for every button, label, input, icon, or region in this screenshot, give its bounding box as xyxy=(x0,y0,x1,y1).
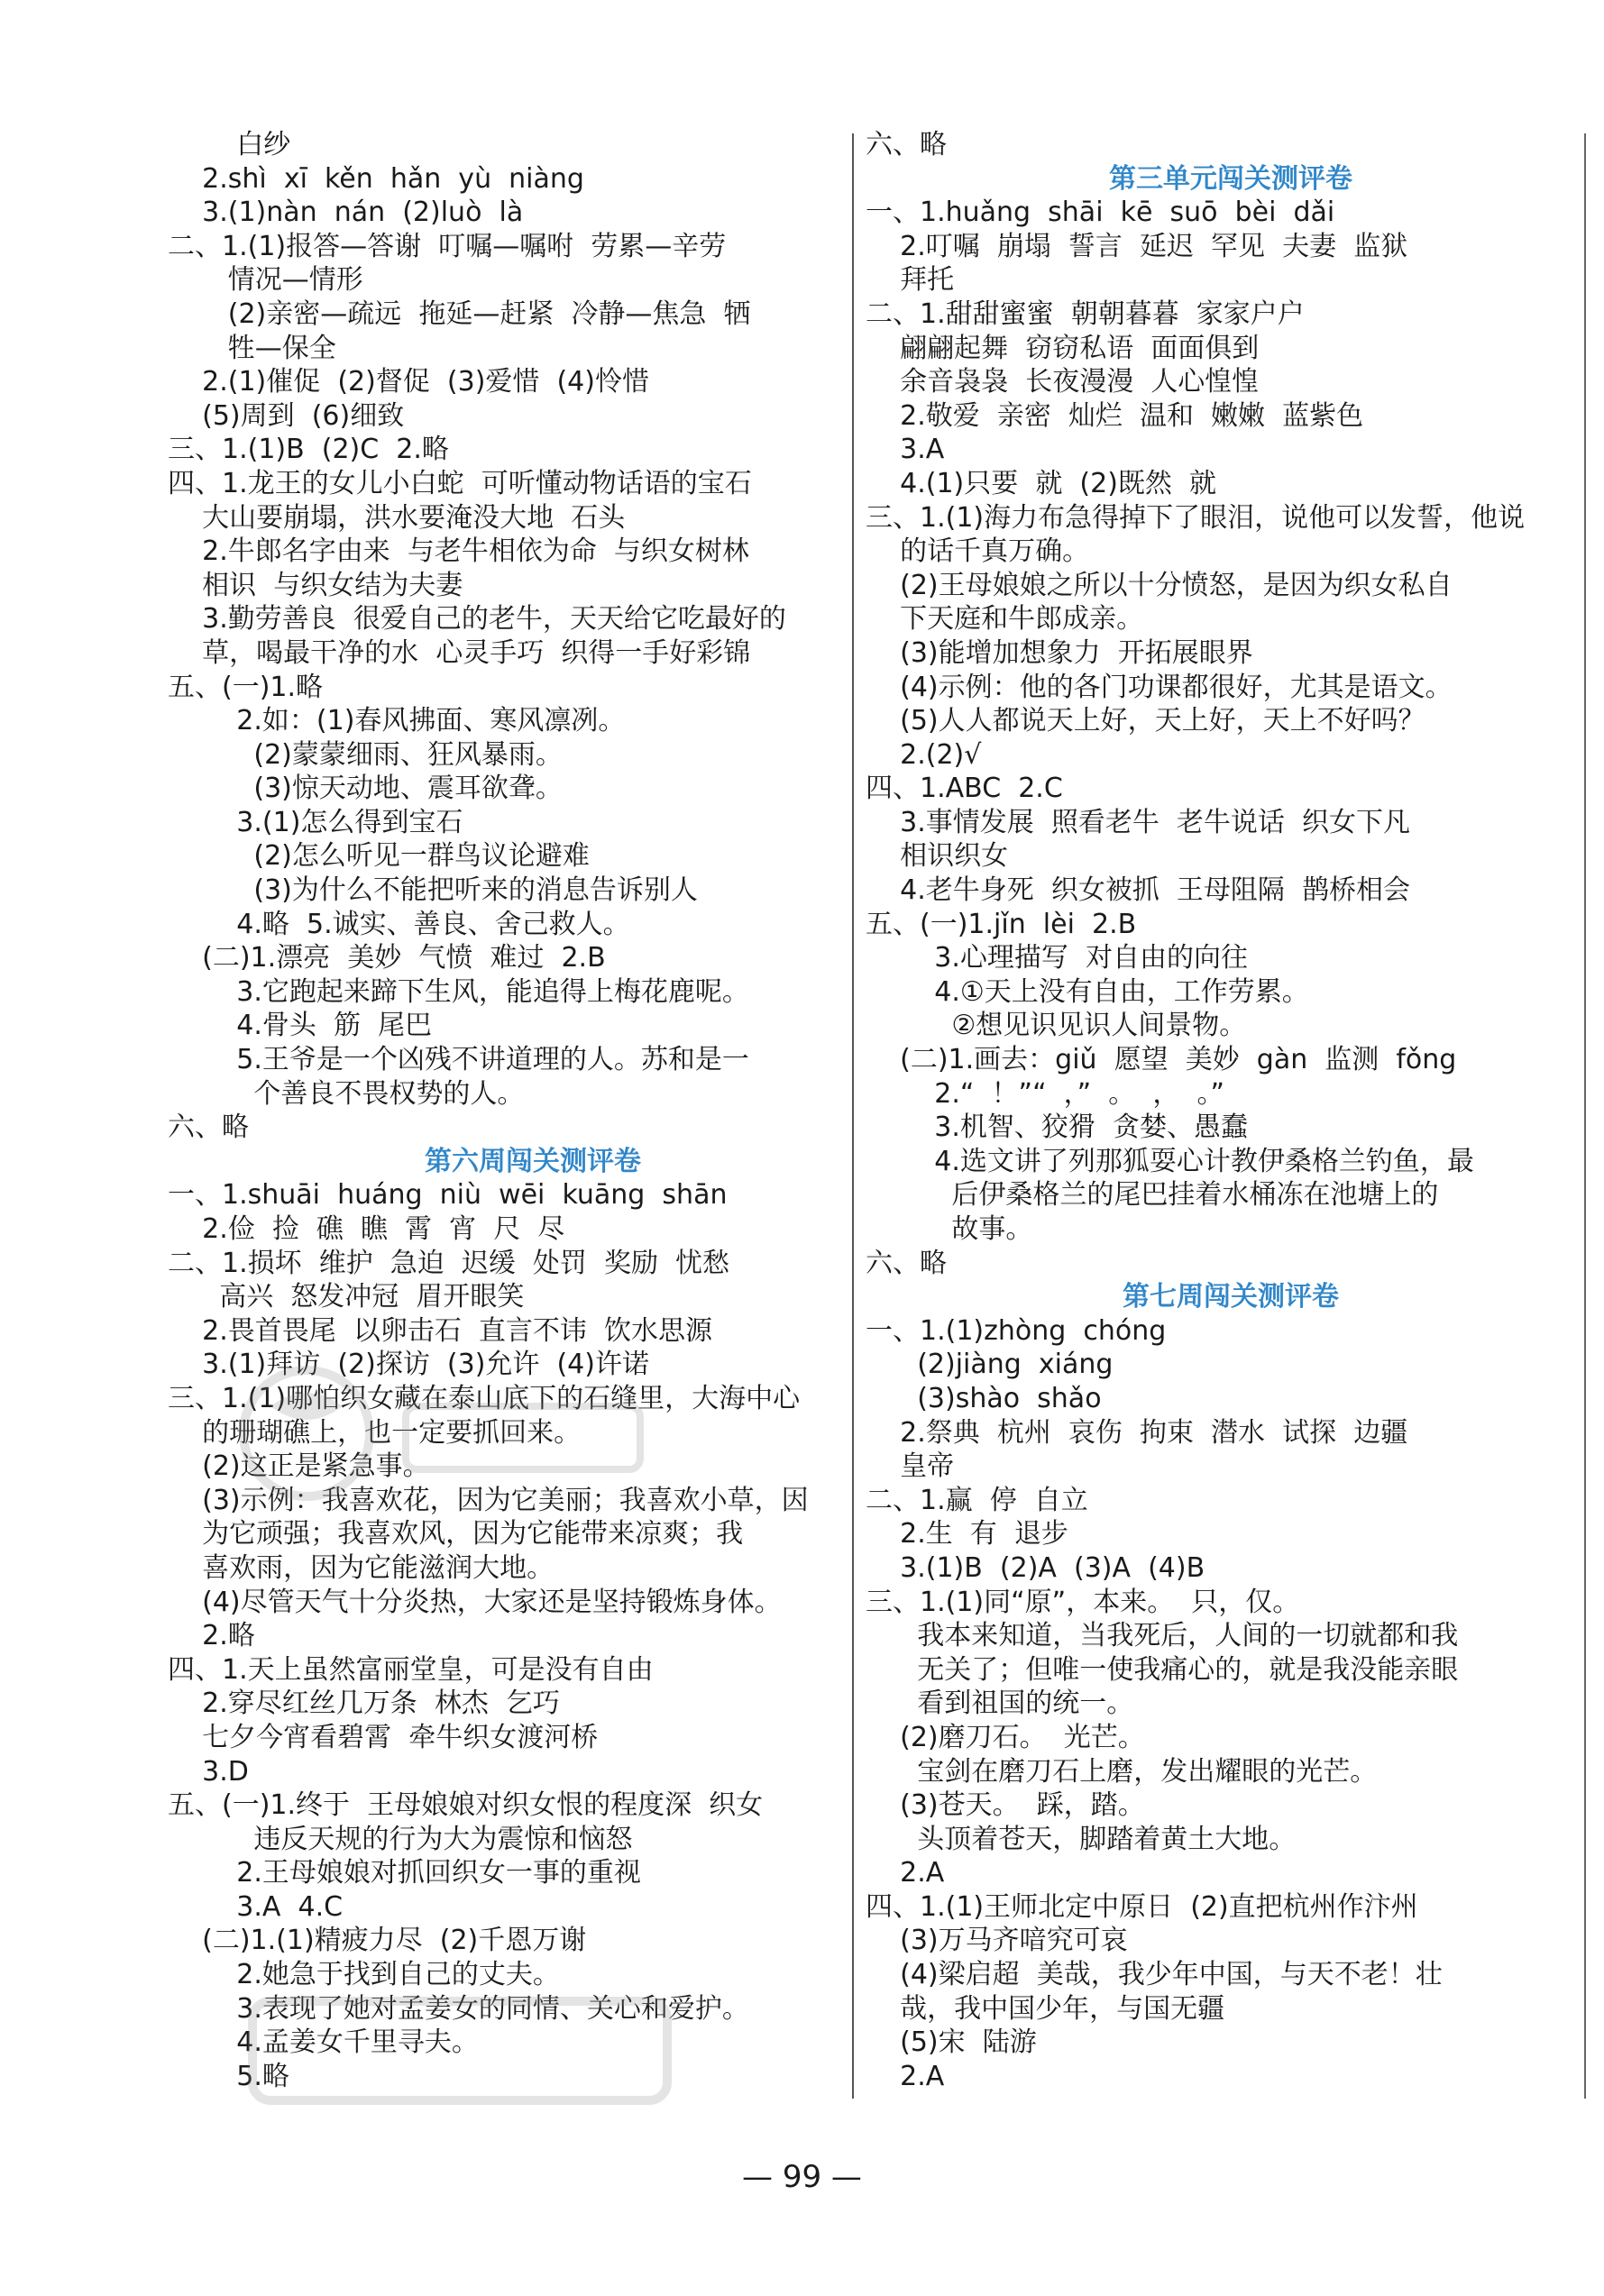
answer-line: 一、1.(1)zhòng chóng xyxy=(866,1314,1167,1347)
answer-line: 六、略 xyxy=(866,1247,947,1279)
answer-line: 三、1.(1)同“原”，本来。 只，仅。 xyxy=(866,1586,1300,1618)
answer-line: 五、(一)1.终于 王母娘娘对织女恨的程度深 织女 xyxy=(168,1789,764,1822)
answer-line: 四、1.(1)王师北定中原日 (2)直把杭州作汴州 xyxy=(866,1890,1418,1923)
section-title: 第六周闯关测评卷 xyxy=(425,1145,641,1177)
answer-line: 2.俭 捡 礁 瞧 霄 宵 尺 尽 xyxy=(168,1213,565,1245)
answer-line: 三、1.(1)哪怕织女藏在泰山底下的石缝里，大海中心 xyxy=(168,1382,801,1414)
answer-line: (3)苍天。 踩，踏。 xyxy=(866,1789,1145,1822)
answer-line: 拜托 xyxy=(866,264,955,297)
answer-line: 2.敬爱 亲密 灿烂 温和 嫩嫩 蓝紫色 xyxy=(866,399,1364,432)
answer-line: 四、1.龙王的女儿小白蛇 可听懂动物话语的宝石 xyxy=(168,467,752,499)
answer-line: 3.事情发展 照看老牛 老牛说话 织女下凡 xyxy=(866,806,1410,838)
answer-line: 无关了；但唯一使我痛心的，就是我没能亲眼 xyxy=(866,1653,1459,1686)
answer-line: 4.老牛身死 织女被抓 王母阻隔 鹊桥相会 xyxy=(866,874,1410,907)
answer-line: 2.A xyxy=(866,1857,945,1889)
answer-line: (3)万马齐喑究可哀 xyxy=(866,1925,1128,1957)
answer-line: (5)宋 陆游 xyxy=(866,2026,1037,2059)
answer-line: 四、1.天上虽然富丽堂皇，可是没有自由 xyxy=(168,1653,654,1686)
answer-line: 高兴 怒发冲冠 眉开眼笑 xyxy=(168,1281,525,1313)
answer-line: 一、1.huǎng shāi kē suō bèi dǎi xyxy=(866,197,1335,229)
answer-line: 宝剑在磨刀石上磨，发出耀眼的光芒。 xyxy=(866,1755,1378,1788)
answer-line: (4)梁启超 美哉，我少年中国，与天不老！壮 xyxy=(866,1959,1443,1991)
answer-line: 相识织女 xyxy=(866,840,1009,873)
answer-line: 3.A xyxy=(866,434,945,466)
answer-line: 2.如：(1)春风拂面、寒风凛冽。 xyxy=(168,705,626,737)
section-title: 第七周闯关测评卷 xyxy=(1123,1281,1339,1313)
answer-line: (2)磨刀石。 光芒。 xyxy=(866,1721,1145,1753)
answer-line: (3)shào shǎo xyxy=(866,1382,1102,1414)
answer-line: 4.(1)只要 就 (2)既然 就 xyxy=(866,467,1216,499)
answer-line: (3)惊天动地、震耳欲聋。 xyxy=(168,773,563,805)
answer-line: 三、1.(1)海力布急得掉下了眼泪，说他可以发誓，他说 xyxy=(866,501,1526,534)
answer-line: (2)亲密—疏远 拖延—赶紧 冷静—焦急 牺 xyxy=(168,297,751,330)
answer-line: 3.A 4.C xyxy=(168,1890,344,1923)
answer-line: 2.shì xī kěn hǎn yù niàng xyxy=(168,162,584,195)
answer-line: 我本来知道，当我死后，人间的一切就都和我 xyxy=(866,1620,1459,1652)
answer-line: 后伊桑格兰的尾巴挂着水桶冻在池塘上的 xyxy=(866,1179,1439,1212)
answer-line: 2.“ ！”“ ，” 。 ， 。” xyxy=(866,1077,1224,1110)
answer-line: (2)这正是紧急事。 xyxy=(168,1450,430,1483)
answer-line: 3.表现了她对孟姜女的同情、关心和爱护。 xyxy=(168,1992,749,2025)
answer-line: 4.①天上没有自由，工作劳累。 xyxy=(866,975,1309,1008)
answer-line: (3)为什么不能把听来的消息告诉别人 xyxy=(168,874,698,907)
answer-line: 4.孟姜女千里寻夫。 xyxy=(168,2026,479,2059)
answer-line: 二、1.甜甜蜜蜜 朝朝暮暮 家家户户 xyxy=(866,297,1305,330)
answer-line: 大山要崩塌，洪水要淹没大地 石头 xyxy=(168,501,626,534)
answer-line: 一、1.shuāi huáng niù wēi kuāng shān xyxy=(168,1179,728,1212)
section-title: 第三单元闯关测评卷 xyxy=(1109,162,1352,195)
answer-line: 牲—保全 xyxy=(168,332,336,364)
answer-line: ②想见识见识人间景物。 xyxy=(866,1010,1247,1042)
answer-line: 喜欢雨，因为它能滋润大地。 xyxy=(168,1551,555,1584)
answer-line: 翩翩起舞 窃窃私语 面面俱到 xyxy=(866,332,1260,364)
answer-line: 二、1.(1)报答—答谢 叮嘱—嘱咐 劳累—辛劳 xyxy=(168,230,727,262)
answer-line: (2)怎么听见一群鸟议论避难 xyxy=(168,840,590,873)
answer-line: 余音袅袅 长夜漫漫 人心惶惶 xyxy=(866,366,1260,398)
answer-line: (2)蒙蒙细雨、狂风暴雨。 xyxy=(168,738,563,771)
answer-line: 二、1.赢 停 自立 xyxy=(866,1484,1088,1516)
answer-line: 2.叮嘱 崩塌 誓言 延迟 罕见 夫妻 监狱 xyxy=(866,230,1408,262)
answer-line: (4)尽管天气十分炎热，大家还是坚持锻炼身体。 xyxy=(168,1586,782,1618)
answer-line: 2.A xyxy=(866,2060,945,2092)
answer-line: 白纱 xyxy=(168,129,291,160)
answer-line: (3)能增加想象力 开拓展眼界 xyxy=(866,636,1253,669)
answer-line: 5.略 xyxy=(168,2060,289,2092)
answer-line: (5)人人都说天上好，天上好，天上不好吗？ xyxy=(866,705,1425,737)
answer-line: (二)1.漂亮 美妙 气愤 难过 2.B xyxy=(168,942,606,974)
answer-line: 三、1.(1)B (2)C 2.略 xyxy=(168,434,449,466)
page-number: — 99 — xyxy=(742,2159,862,2195)
answer-line: 4.略 5.诚实、善良、舍己救人。 xyxy=(168,908,630,940)
answer-line: 七夕今宵看碧霄 牵牛织女渡河桥 xyxy=(168,1721,599,1753)
answer-line: 的话千真万确。 xyxy=(866,535,1090,568)
answer-line: 二、1.损坏 维护 急迫 迟缓 处罚 奖励 忧愁 xyxy=(168,1247,730,1279)
answer-line: 3.(1)nàn nán (2)luò là xyxy=(168,197,524,229)
answer-line: 哉，我中国少年，与国无疆 xyxy=(866,1992,1225,2025)
answer-line: 3.它跑起来蹄下生风，能追得上梅花鹿呢。 xyxy=(168,975,749,1008)
answer-line: 故事。 xyxy=(866,1213,1033,1245)
answer-line: 2.(2)√ xyxy=(866,738,982,771)
answer-line: 2.祭典 杭州 哀伤 拘束 潜水 试探 边疆 xyxy=(866,1416,1408,1449)
answer-line: 3.(1)拜访 (2)探访 (3)允许 (4)许诺 xyxy=(168,1349,649,1381)
answer-line: 5.王爷是一个凶残不讲道理的人。苏和是一 xyxy=(168,1044,749,1076)
answer-line: (二)1.(1)精疲力尽 (2)千恩万谢 xyxy=(168,1925,587,1957)
answer-line: 看到祖国的统一。 xyxy=(866,1688,1134,1720)
answer-line: 3.勤劳善良 很爱自己的老牛，天天给它吃最好的 xyxy=(168,603,786,636)
answer-line: 2.王母娘娘对抓回织女一事的重视 xyxy=(168,1857,641,1889)
answer-line: 3.机智、狡猾 贪婪、愚蠢 xyxy=(866,1111,1248,1144)
answer-line: 头顶着苍天，脚踏着黄土大地。 xyxy=(866,1823,1297,1855)
answer-line: (2)jiàng xiáng xyxy=(866,1349,1114,1381)
answer-line: (5)周到 (6)细致 xyxy=(168,399,405,432)
answer-line: 3.(1)B (2)A (3)A (4)B xyxy=(866,1551,1205,1584)
answer-line: 4.骨头 筋 尾巴 xyxy=(168,1010,433,1042)
answer-line: 2.畏首畏尾 以卵击石 直言不讳 饮水思源 xyxy=(168,1314,712,1347)
answer-line: 4.选文讲了列那狐耍心计教伊桑格兰钓鱼，最 xyxy=(866,1145,1474,1177)
answer-line: 3.(1)怎么得到宝石 xyxy=(168,806,463,838)
answer-line: 为它顽强；我喜欢风，因为它能带来凉爽；我 xyxy=(168,1518,744,1550)
answer-line: 2.生 有 退步 xyxy=(866,1518,1068,1550)
answer-line: 六、略 xyxy=(866,129,947,160)
left-column xyxy=(168,128,898,2093)
answer-line: (2)王母娘娘之所以十分愤怒，是因为织女私自 xyxy=(866,569,1453,601)
answer-line: 五、(一)1.略 xyxy=(168,671,324,703)
answer-line: (3)示例：我喜欢花，因为它美丽；我喜欢小草，因 xyxy=(168,1484,809,1516)
answer-line: 违反天规的行为大为震惊和恼怒 xyxy=(168,1823,633,1855)
answer-line: 2.穿尽红丝几万条 林杰 乞巧 xyxy=(168,1688,560,1720)
answer-line: 四、1.ABC 2.C xyxy=(866,773,1063,805)
answer-line: 皇帝 xyxy=(866,1450,955,1483)
answer-line: 草，喝最干净的水 心灵手巧 织得一手好彩锦 xyxy=(168,636,751,669)
answer-line: 2.牛郎名字由来 与老牛相依为命 与织女树林 xyxy=(168,535,749,568)
right-column xyxy=(866,128,1596,2093)
answer-line: 2.她急于找到自己的丈夫。 xyxy=(168,1959,560,1991)
answer-line: 2.(1)催促 (2)督促 (3)爱惜 (4)怜惜 xyxy=(168,366,649,398)
answer-line: 2.略 xyxy=(168,1620,255,1652)
answer-line: (4)示例：他的各门功课都很好，尤其是语文。 xyxy=(866,671,1453,703)
answer-line: 的珊瑚礁上，也一定要抓回来。 xyxy=(168,1416,582,1449)
answer-line: 情况—情形 xyxy=(168,264,363,297)
answer-line: 六、略 xyxy=(168,1111,249,1144)
answer-line: 3.D xyxy=(168,1755,249,1788)
answer-line: 3.心理描写 对自由的向往 xyxy=(866,942,1248,974)
answer-line: 个善良不畏权势的人。 xyxy=(168,1077,525,1110)
answer-line: 下天庭和牛郎成亲。 xyxy=(866,603,1144,636)
answer-line: 相识 与织女结为夫妻 xyxy=(168,569,463,601)
answer-line: 五、(一)1.jǐn lèi 2.B xyxy=(866,908,1137,940)
answer-line: (二)1.画去：giǔ 愿望 美妙 gàn 监测 fǒng xyxy=(866,1044,1457,1076)
